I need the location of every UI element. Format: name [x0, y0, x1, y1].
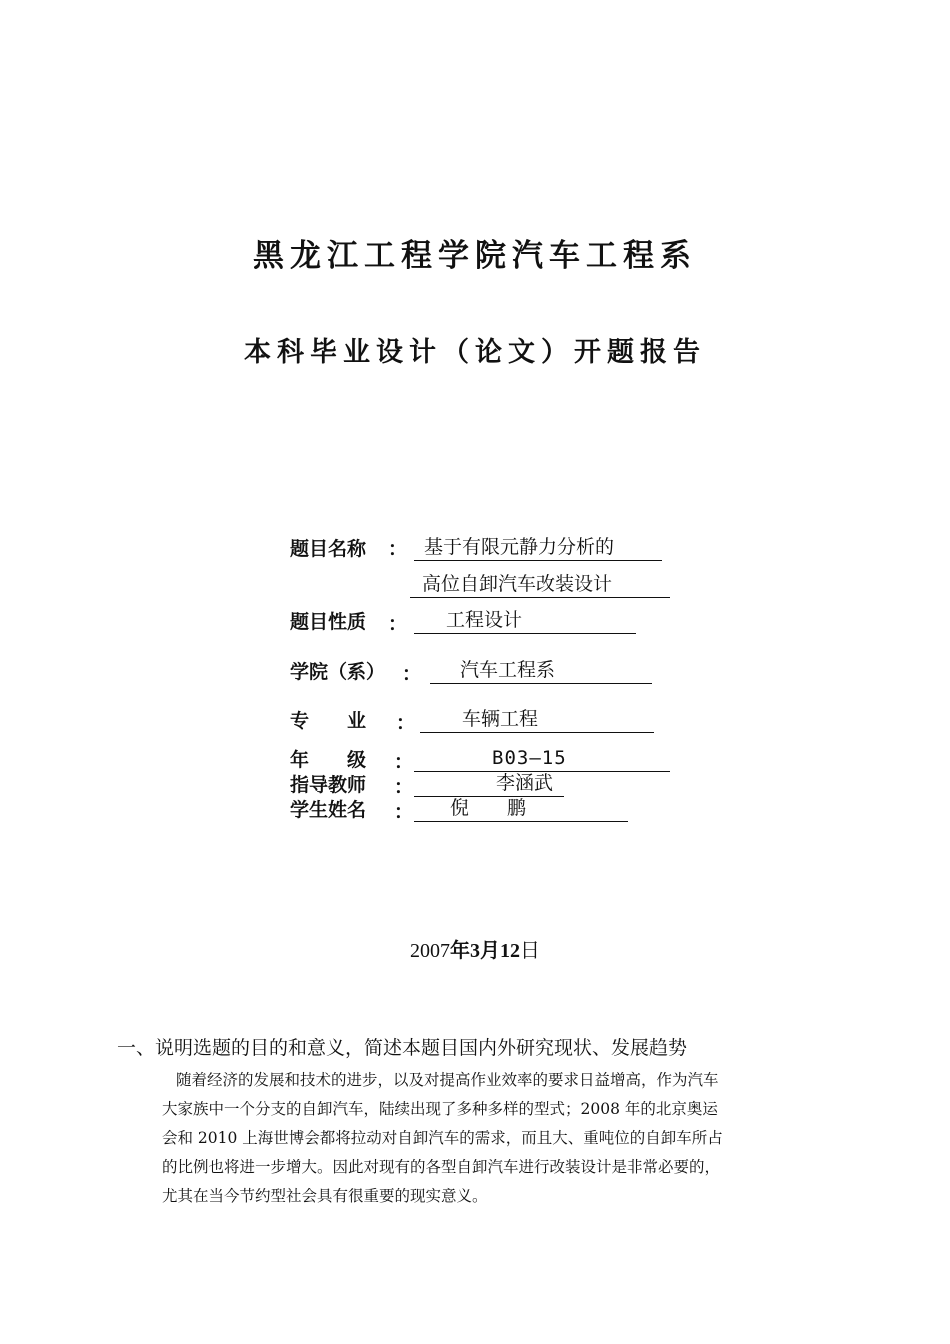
advisor-colon: ： [394, 776, 414, 798]
date-month: 3 [470, 940, 480, 962]
date-month-unit: 月 [480, 940, 500, 962]
date-day-unit: 日 [520, 940, 540, 962]
college-label: 学院（系） [290, 661, 386, 683]
major-value [420, 707, 654, 733]
topic-line2-text: 高位自卸汽车改装设计 [422, 573, 613, 595]
grade-colon: ： [394, 751, 414, 773]
paragraph-line: 随着经济的发展和技术的进步，以及对提高作业效率的要求日益增高，作为汽车 [176, 1071, 719, 1089]
advisor-label: 指导教师 [290, 774, 367, 796]
grade-value [414, 746, 670, 772]
student-value [414, 796, 628, 822]
date-year-unit: 年 [450, 940, 470, 962]
date-day: 12 [500, 940, 520, 962]
advisor-value-text: 李涵武 [496, 772, 554, 794]
paragraph-line: 会和 2010 上海世博会都将拉动对自卸汽车的需求，而且大、重吨位的自卸车所占 [162, 1129, 723, 1147]
college-colon: ： [402, 663, 422, 685]
college-value [430, 658, 652, 684]
major-value-text: 车辆工程 [462, 708, 539, 730]
topic-value-line1 [414, 535, 662, 561]
topic-colon: ： [388, 538, 408, 560]
institution-title: 黑龙江工程学院汽车工程系 [253, 238, 697, 274]
report-date [0, 934, 950, 963]
topic-line1-text: 基于有限元静力分析的 [424, 536, 615, 558]
report-title: 本科毕业设计（论文）开题报告 [244, 337, 706, 368]
topic-value-line2 [410, 572, 670, 598]
nature-value [414, 608, 636, 634]
date-year: 2007 [410, 940, 450, 962]
section1-paragraph [162, 1066, 838, 1211]
topic-label: 题目名称 [290, 538, 367, 560]
paragraph-line: 尤其在当今节约型社会具有很重要的现实意义。 [162, 1187, 488, 1205]
major-label: 专 业 [290, 710, 367, 732]
advisor-value [414, 771, 564, 797]
student-value-text: 倪 鹏 [450, 797, 527, 819]
nature-label: 题目性质 [290, 611, 367, 633]
student-colon: ： [394, 801, 414, 823]
grade-value-text: B03—15 [492, 747, 567, 769]
section1-heading: 一、说明选题的目的和意义，简述本题目国内外研究现状、发展趋势 [117, 1037, 688, 1059]
major-colon: ： [396, 712, 416, 734]
grade-label: 年 级 [290, 749, 367, 771]
paragraph-line: 的比例也将进一步增大。因此对现有的各型自卸汽车进行改装设计是非常必要的， [162, 1158, 721, 1176]
student-label: 学生姓名 [290, 799, 367, 821]
college-value-text: 汽车工程系 [460, 659, 556, 681]
paragraph-line: 大家族中一个分支的自卸汽车，陆续出现了多种多样的型式；2008 年的北京奥运 [162, 1100, 718, 1118]
nature-colon: ： [388, 613, 408, 635]
nature-value-text: 工程设计 [446, 609, 523, 631]
